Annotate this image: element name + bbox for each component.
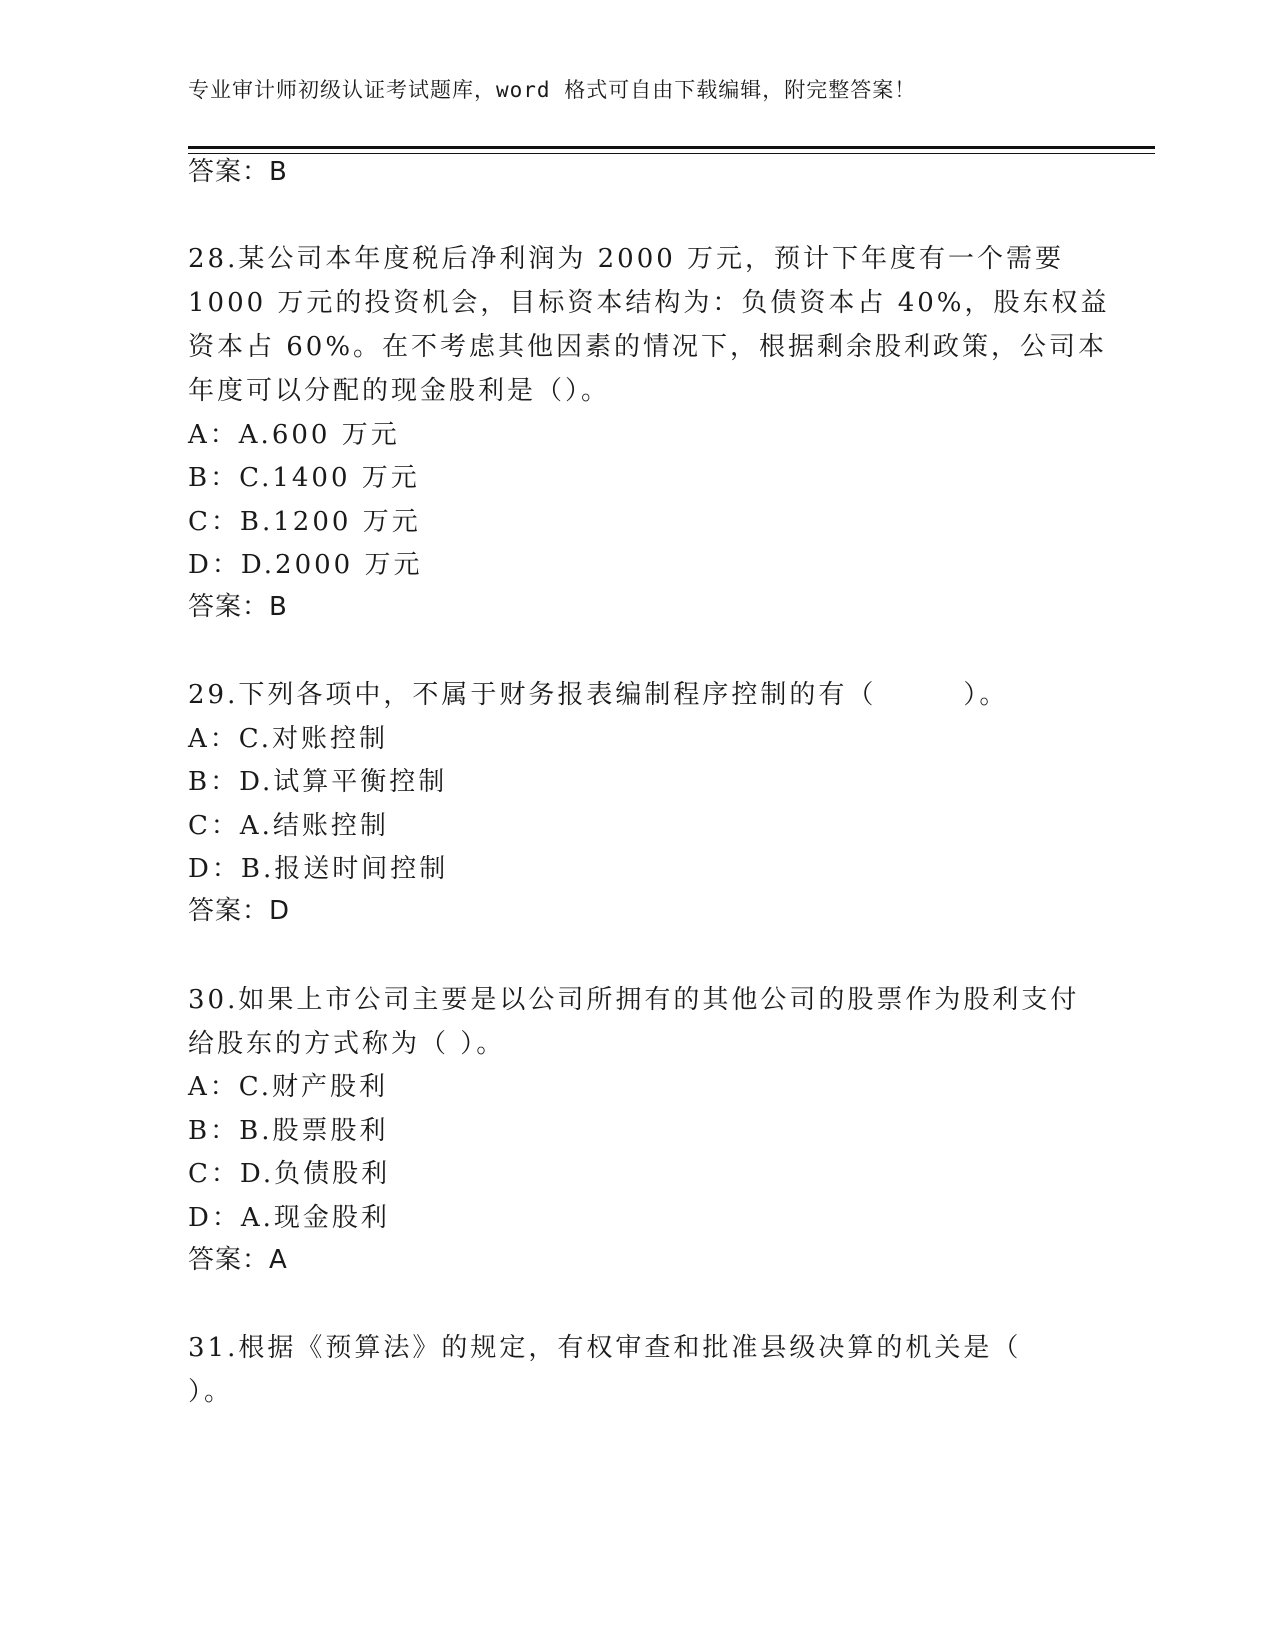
document-header: 专业审计师初级认证考试题库，word 格式可自由下载编辑，附完整答案！ bbox=[188, 78, 917, 102]
header-divider-thin bbox=[188, 153, 1155, 154]
question-30-option-c: C：D.负债股利 bbox=[188, 1159, 391, 1189]
question-29-line-1: 29.下列各项中，不属于财务报表编制程序控制的有（ ）。 bbox=[188, 680, 1009, 710]
question-28-option-d: D：D.2000 万元 bbox=[188, 550, 423, 580]
answer-30: 答案：A bbox=[188, 1245, 288, 1275]
question-31-line-1: 31.根据《预算法》的规定，有权审查和批准县级决算的机关是（ bbox=[188, 1333, 1022, 1363]
question-29-option-d: D：B.报送时间控制 bbox=[188, 854, 449, 884]
question-28-option-c: C：B.1200 万元 bbox=[188, 507, 421, 537]
question-29-option-a: A：C.对账控制 bbox=[188, 724, 389, 754]
question-31-line-2: ）。 bbox=[188, 1377, 234, 1407]
question-30-line-2: 给股东的方式称为（ ）。 bbox=[188, 1029, 506, 1059]
header-divider-thick bbox=[188, 146, 1155, 149]
answer-29: 答案：D bbox=[188, 896, 291, 926]
question-29-option-b: B：D.试算平衡控制 bbox=[188, 767, 448, 797]
question-30-option-a: A：C.财产股利 bbox=[188, 1072, 389, 1102]
question-28-line-3: 资本占 60%。在不考虑其他因素的情况下，根据剩余股利政策，公司本 bbox=[188, 332, 1108, 362]
question-28-line-2: 1000 万元的投资机会，目标资本结构为：负债资本占 40%，股东权益 bbox=[188, 288, 1110, 318]
question-28-option-a: A：A.600 万元 bbox=[188, 420, 400, 450]
answer-27: 答案：B bbox=[188, 157, 288, 187]
question-30-line-1: 30.如果上市公司主要是以公司所拥有的其他公司的股票作为股利支付 bbox=[188, 985, 1080, 1015]
answer-28: 答案：B bbox=[188, 592, 288, 622]
question-29-option-c: C：A.结账控制 bbox=[188, 811, 389, 841]
question-30-option-d: D：A.现金股利 bbox=[188, 1203, 390, 1233]
question-28-option-b: B：C.1400 万元 bbox=[188, 463, 420, 493]
question-30-option-b: B：B.股票股利 bbox=[188, 1116, 389, 1146]
question-28-line-1: 28.某公司本年度税后净利润为 2000 万元，预计下年度有一个需要 bbox=[188, 244, 1065, 274]
question-28-line-4: 年度可以分配的现金股利是（）。 bbox=[188, 376, 611, 406]
